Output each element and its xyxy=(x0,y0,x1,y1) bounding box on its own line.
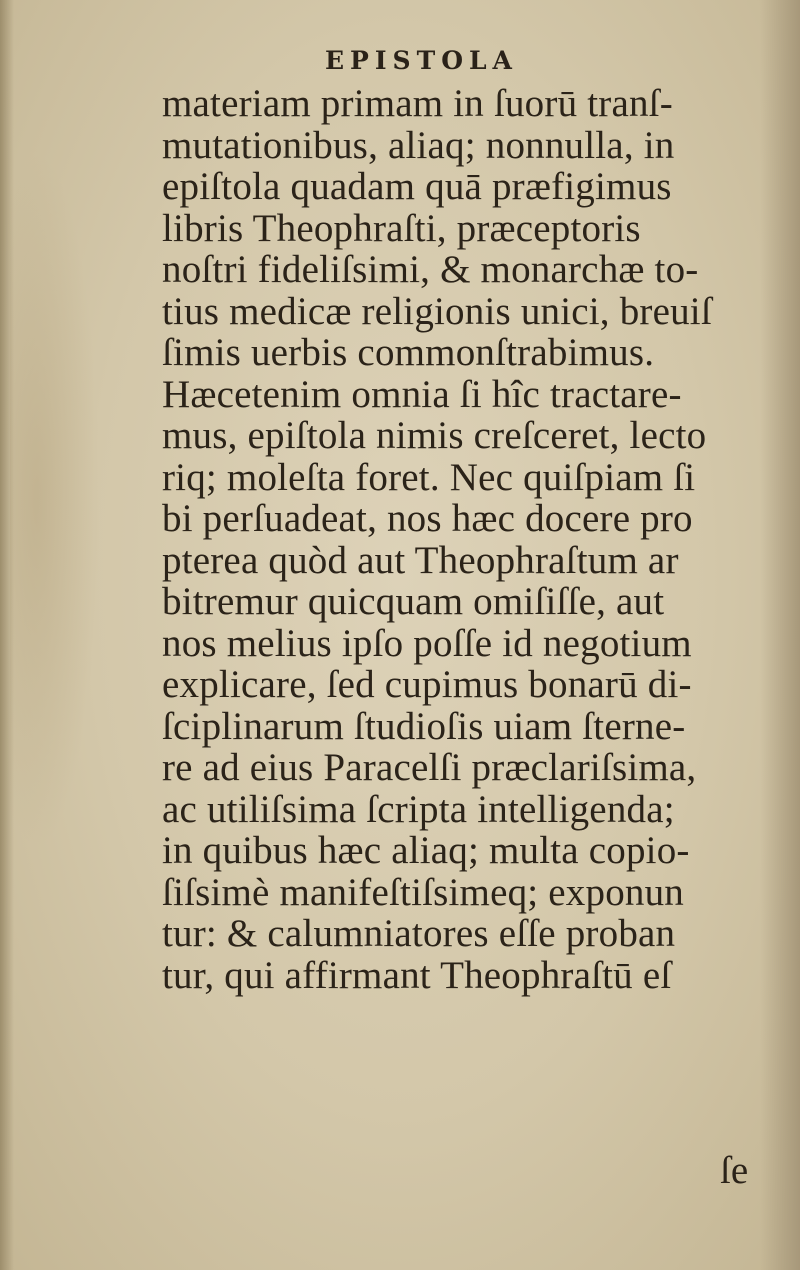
text-line: bitremur quicquam omiſiſſe, aut xyxy=(162,580,665,623)
running-head: EPISTOLA xyxy=(325,46,518,75)
text-line: bi perſuadeat, nos hæc docere pro xyxy=(162,497,693,540)
text-line: tur, qui affirmant Theophraſtū eſ xyxy=(162,953,672,997)
text-line: tius medicæ religionis unici, breuiſ xyxy=(162,289,712,333)
text-line: mus, epiſtola nimis creſceret, lecto xyxy=(162,414,707,457)
text-line: re ad eius Paracelſi præclariſsima, xyxy=(162,746,697,789)
text-line: in quibus hæc aliaq; multa copio- xyxy=(162,829,690,872)
text-line: libris Theophraſti, præceptoris xyxy=(162,206,641,250)
text-line: ſiſsimè manifeſtiſsimeq; exponun xyxy=(162,870,684,914)
text-line: nos melius ipſo poſſe id negotium xyxy=(162,621,692,665)
text-line: pterea quòd aut Theophraſtum ar xyxy=(162,538,679,582)
catchword: ſe xyxy=(720,1149,749,1192)
text-line: Hæcetenim omnia ſi hîc tractare- xyxy=(162,372,682,416)
text-line: noſtri fideliſsimi, & monarchæ to- xyxy=(162,248,699,291)
body-text xyxy=(162,83,772,996)
text-line: epiſtola quadam quā præfigimus xyxy=(162,165,672,208)
text-line: materiam primam in ſuorū tranſ- xyxy=(162,82,673,125)
text-line: mutationibus, aliaq; nonnulla, in xyxy=(162,123,675,167)
text-line: tur: & calumniatores eſſe proban xyxy=(162,912,676,955)
text-line: riq; moleſta foret. Nec quiſpiam ſi xyxy=(162,455,696,499)
paper-stain xyxy=(10,150,100,850)
text-line: ſciplinarum ſtudioſis uiam ſterne- xyxy=(162,704,686,748)
text-line: ſimis uerbis commonſtrabimus. xyxy=(162,331,655,374)
text-line: ac utiliſsima ſcripta intelligenda; xyxy=(162,787,675,831)
text-line: explicare, ſed cupimus bonarū di- xyxy=(162,663,692,706)
